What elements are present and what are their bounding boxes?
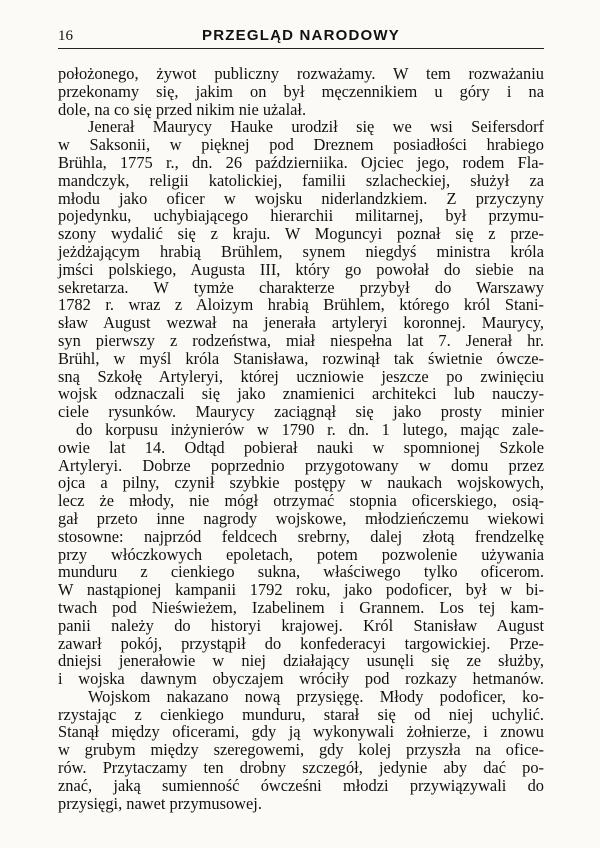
text-line: sekretarza. W tymże charakterze przybył do Warszawy bbox=[58, 277, 544, 297]
text-line: lecz że młody, nie mógł otrzymać stopnia oficerskiego, osią- bbox=[58, 491, 544, 511]
journal-title: PRZEGLĄD NARODOWY bbox=[202, 27, 400, 44]
text-line: mandczyk, religii katolickiej, familii szlacheckiej, służył za bbox=[58, 170, 544, 190]
text-line: W nastąpionej kampanii 1792 roku, jako podoficer, był w bi- bbox=[58, 580, 544, 600]
text-line: syn pierwszy z rodzeństwa, miał niespełna lat 7. Jenerał hr. bbox=[58, 330, 544, 350]
text-line: panii należy do historyi krajowej. Król Stanisław August bbox=[58, 615, 544, 635]
text-line: rzystając z cienkiego munduru, starał się od niej uchylić. bbox=[58, 704, 544, 724]
text-line: gał przeto inne nagrody wojskowe, młodzieńczemu wiekowi bbox=[58, 508, 544, 528]
text-line: ciele rysunków. Maurycy zaciągnął się jako prosty minier bbox=[58, 402, 544, 422]
text-line: młodu jako oficer w wojsku niderlandzkiem. Z przyczyny bbox=[58, 188, 544, 208]
text-line: położonego, żywot publiczny rozważamy. W tem rozważaniu bbox=[58, 64, 544, 83]
text-line: twach pod Nieświeżem, Izabelinem i Grannem. Los tej kam- bbox=[58, 597, 544, 617]
text-line: znać, jaką sumienność ówcześni młodzi przywiązywali do bbox=[58, 775, 544, 795]
text-line: i wojska dawnym obyczajem wróciły pod rozkazy hetmanów. bbox=[58, 669, 544, 689]
text-line: przysięgi, nawet przymusowej. bbox=[58, 793, 262, 813]
text-line: ojca a pilny, czynił szybkie postępy w naukach wojskowych, bbox=[58, 473, 544, 493]
text-line: Wojskom nakazano nową przysięgę. Młody podoficer, ko- bbox=[88, 686, 544, 706]
text-line: rów. Przytaczamy ten drobny szczegół, jedynie aby dać po- bbox=[58, 758, 544, 778]
text-line: Artyleryi. Dobrze poprzednio przygotowany w domu przez bbox=[58, 455, 544, 475]
text-line: w grubym między szeregowemi, gdy kolej przyszła na ofice- bbox=[58, 740, 544, 760]
text-line: Brühl, w myśl króla Stanisława, rozwinął tak świetnie ówcze- bbox=[58, 348, 544, 368]
text-line: dole, na co się przed nikim nie użalał. bbox=[58, 99, 307, 119]
text-line: munduru z cienkiego sukna, właściwego tylko oficerom. bbox=[58, 562, 544, 582]
text-line: wojsk odznaczali się jako znamienici architekci lub nauczy- bbox=[58, 384, 544, 404]
text-line: zawarł pokój, przystąpił do konfederacyi targowickiej. Prze- bbox=[58, 633, 544, 653]
text-line: do korpusu inżynierów w 1790 r. dn. 1 lutego, mając zale- bbox=[76, 419, 544, 439]
text-line: Brühla, 1775 r., dn. 26 październiika. Ojciec jego, rodem Fla- bbox=[58, 152, 544, 172]
text-line: w Saksonii, w pięknej pod Dreznem posiadłości hrabiego bbox=[58, 135, 544, 155]
running-header bbox=[58, 26, 544, 49]
text-line: przy włóczkowych epoletach, potem pozwolenie używania bbox=[58, 544, 544, 564]
text-line: stosowne: najprzód feldcech srebrny, dalej złotą frendzelkę bbox=[58, 526, 544, 546]
text-line: pojedynku, uchybiającego hierarchii militarnej, był przymu- bbox=[58, 206, 544, 226]
text-line: 1782 r. wraz z Aloizym hrabią Brühlem, którego król Stani- bbox=[58, 295, 544, 315]
text-line: przekonamy się, jakim on był męczennikiem u góry i na bbox=[58, 81, 544, 101]
text-line: Stanął między oficerami, gdy ją wykonywali żołnierze, i znowu bbox=[58, 722, 544, 742]
text-line: sną Szkołę Artyleryi, której uczniowie jeszcze po zwinięciu bbox=[58, 366, 544, 386]
text-line: szony wydalić się z kraju. W Moguncyi poznał się z prze- bbox=[58, 224, 544, 244]
text-line: Jenerał Maurycy Hauke urodził się we wsi Seifersdorf bbox=[88, 117, 544, 137]
article-body bbox=[58, 65, 544, 812]
text-line: dniejsi jenerałowie w niej działający usunęli się ze służby, bbox=[58, 651, 544, 671]
text-line: jmści polskiego, Augusta III, który go powołał do siebie na bbox=[58, 259, 544, 279]
text-line: sław August wezwał na jenerała artyleryi koronnej. Maurycy, bbox=[58, 313, 544, 333]
text-line: owie lat 14. Odtąd pobierał nauki w spomnionej Szkole bbox=[58, 437, 544, 457]
text-line: jeżdżającym hrabią Brühlem, synem niegdyś ministra króla bbox=[58, 241, 544, 261]
page-number: 16 bbox=[58, 28, 73, 44]
